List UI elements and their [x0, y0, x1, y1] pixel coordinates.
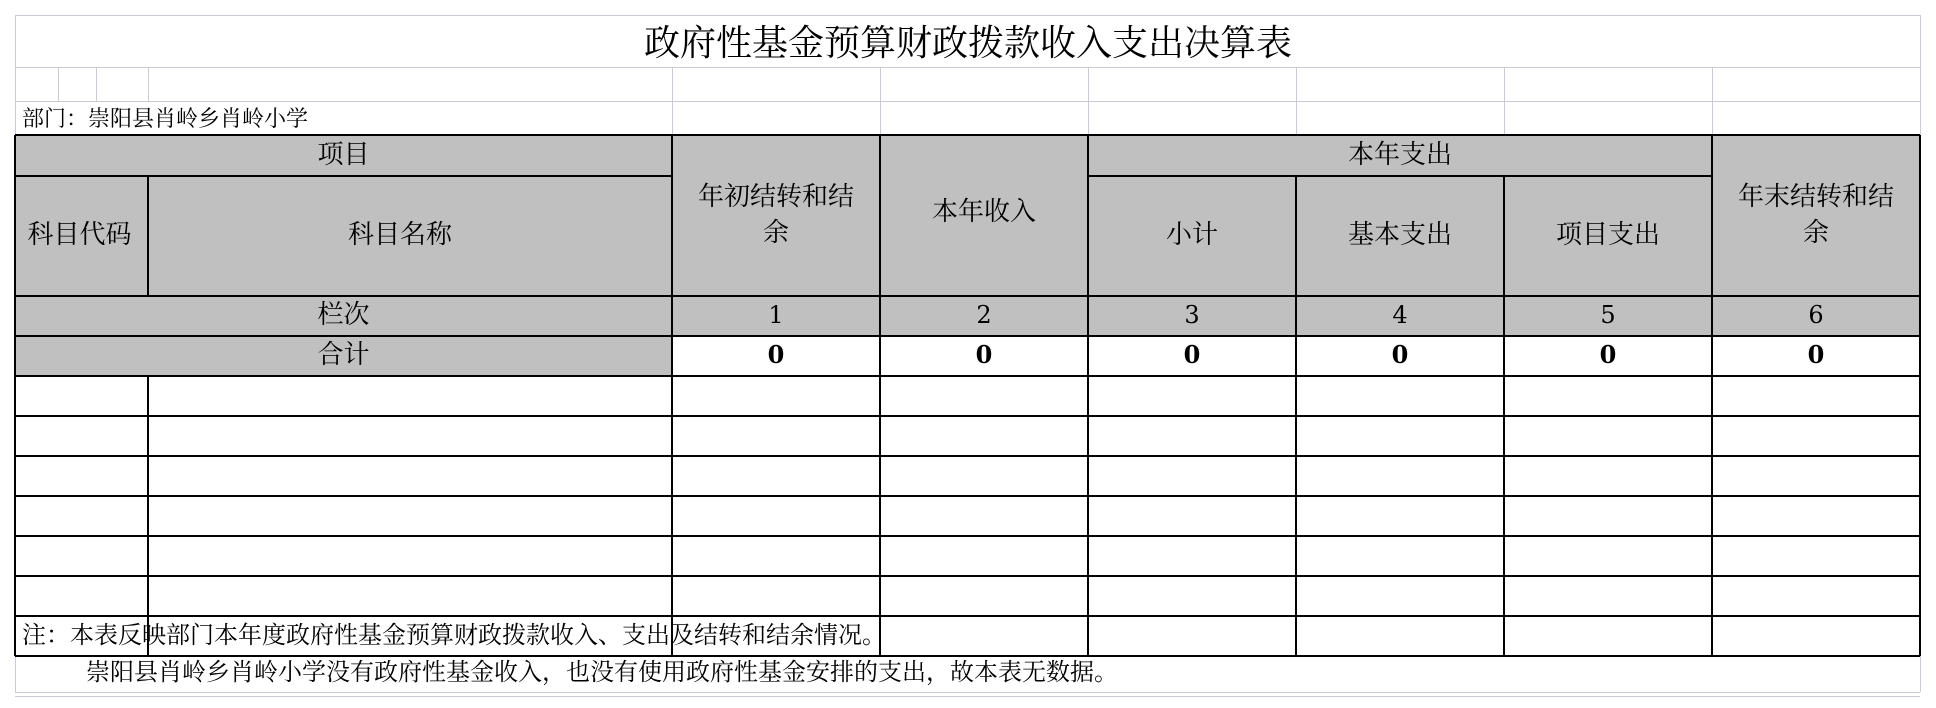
grid-info-sep [880, 67, 881, 135]
column-index-number: 2 [976, 301, 992, 329]
grid-right-bot [1920, 656, 1921, 692]
total-value: 0 [1599, 340, 1617, 369]
header-subtotal: 小计 [1165, 220, 1219, 250]
col-sep [879, 135, 881, 656]
hdr-expense-under [1088, 175, 1712, 177]
header-item: 项目 [317, 139, 370, 170]
col-sep [1503, 176, 1505, 656]
table-top [15, 134, 1920, 136]
row-line [15, 455, 1920, 457]
hdr-bottom [15, 295, 1920, 297]
row-line [15, 575, 1920, 577]
hdr-item-under [15, 175, 672, 177]
header-subject-code: 科目代码 [27, 220, 132, 250]
header-current-expense: 本年支出 [1347, 139, 1453, 170]
grid-info-sep [96, 67, 97, 101]
column-index-label: 栏次 [317, 300, 370, 330]
header-fill-col [672, 135, 880, 296]
total-value: 0 [1183, 340, 1201, 369]
grid-left-bot [15, 656, 16, 692]
header-project-expense: 项目支出 [1555, 220, 1661, 250]
col-sep [1295, 176, 1297, 656]
row-line [15, 615, 1920, 617]
column-index-number: 3 [1184, 301, 1200, 329]
column-index-number: 1 [768, 301, 784, 329]
col-sep [671, 135, 673, 656]
grid-top [15, 15, 1920, 16]
grid-title-bottom [15, 67, 1920, 68]
table-bottom [15, 655, 1920, 657]
code-name-sep-hdr [147, 176, 149, 296]
column-index-number: 4 [1392, 301, 1408, 329]
grid-info-sep [672, 67, 673, 135]
header-current-income: 本年收入 [931, 196, 1037, 227]
total-label: 合计 [317, 340, 370, 370]
header-fill-col [1712, 135, 1920, 296]
total-value: 0 [1391, 340, 1409, 369]
table-left [14, 135, 16, 656]
grid-info-mid [15, 101, 1920, 102]
grid-info-sep [1296, 67, 1297, 135]
header-fill-col [1504, 135, 1712, 296]
note-line-2: 崇阳县肖岭乡肖岭小学没有政府性基金收入，也没有使用政府性基金安排的支出，故本表无数据。 [86, 658, 1118, 686]
page-title: 政府性基金预算财政拨款收入支出决算表 [643, 23, 1293, 64]
header-opening-2: 余 [762, 217, 790, 248]
code-name-sep-body [147, 376, 149, 656]
column-index-number: 6 [1808, 301, 1824, 329]
column-index-number: 5 [1600, 301, 1616, 329]
table-right [1919, 135, 1921, 656]
grid-info-sep [1504, 67, 1505, 135]
col-sep [1711, 135, 1713, 656]
header-closing-1: 年末结转和结 [1737, 181, 1895, 212]
grid-left-top [15, 15, 16, 135]
row-line [15, 375, 1920, 377]
index-bottom [15, 335, 1920, 337]
grid-note-mid [15, 696, 1920, 697]
header-fill-col [1088, 135, 1296, 296]
grid-info-sep [1712, 67, 1713, 135]
note-line-1: 注：本表反映部门本年度政府性基金预算财政拨款收入、支出及结转和结余情况。 [22, 621, 886, 649]
row-line [15, 495, 1920, 497]
grid-bottom [15, 692, 1920, 693]
total-value: 0 [767, 340, 785, 369]
row-line [15, 535, 1920, 537]
total-value: 0 [1807, 340, 1825, 369]
header-subject-name: 科目名称 [347, 220, 453, 250]
header-opening-1: 年初结转和结 [697, 181, 855, 212]
department-label: 部门：崇阳县肖岭乡肖岭小学 [22, 107, 309, 132]
total-value: 0 [975, 340, 993, 369]
grid-right-top [1920, 15, 1921, 135]
row-line [15, 415, 1920, 417]
header-basic-expense: 基本支出 [1347, 220, 1453, 250]
header-closing-2: 余 [1802, 217, 1830, 248]
grid-info-sep [58, 67, 59, 101]
grid-info-sep [1088, 67, 1089, 135]
col-sep [1087, 135, 1089, 656]
grid-info-sep [148, 67, 149, 101]
